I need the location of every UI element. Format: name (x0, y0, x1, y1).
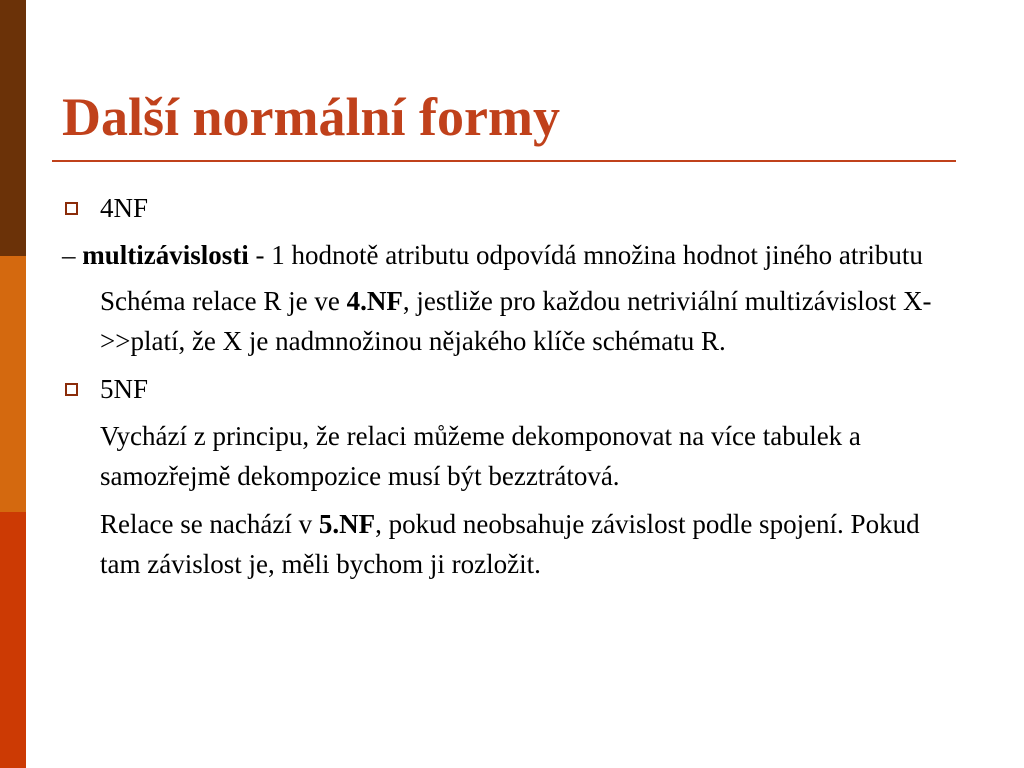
para-text: , jestliže pro každou netriviální multizávislost X->>platí, že X je nadmnožinou nějakého klíče schématu R. (100, 286, 932, 356)
bold-5nf: 5.NF (318, 509, 376, 539)
sidebar-segment-middle (0, 256, 26, 512)
para-text: , pokud neobsahuje závislost podle spojení. Pokud tam závislost je, měli bychom ji rozložit. (100, 509, 920, 579)
para-text: Relace se nachází v (100, 509, 319, 539)
paragraph-5nf-rule (62, 504, 962, 584)
para-text: Schéma relace R je ve (100, 286, 347, 316)
bullet-label: 4NF (100, 193, 149, 223)
slide-body (62, 188, 962, 592)
multivalued-dependency-definition (62, 235, 962, 275)
paragraph-4nf-rule (62, 281, 962, 361)
hollow-square-bullet-icon (65, 383, 78, 396)
sidebar-segment-bottom (0, 512, 26, 768)
term-multizavislosti: multizávislosti (82, 240, 249, 270)
bullet-item-5nf (62, 369, 962, 409)
bullet-item-4nf (62, 188, 962, 228)
slide-title: Další normální formy (62, 87, 560, 147)
dash-prefix: – (62, 240, 83, 270)
title-underline (52, 160, 956, 162)
hollow-square-bullet-icon (65, 202, 78, 215)
sidebar-segment-top (0, 0, 26, 256)
bold-4nf: 4.NF (346, 286, 403, 316)
paragraph-5nf-principle: Vychází z principu, že relaci můžeme dekomponovat na více tabulek a samozřejmě dekompozice musí být bezztrátová. (100, 421, 861, 491)
bullet-label: 5NF (100, 374, 149, 404)
decorative-sidebar (0, 0, 26, 768)
definition-text: - 1 hodnotě atributu odpovídá množina hodnot jiného atributu (248, 240, 923, 270)
